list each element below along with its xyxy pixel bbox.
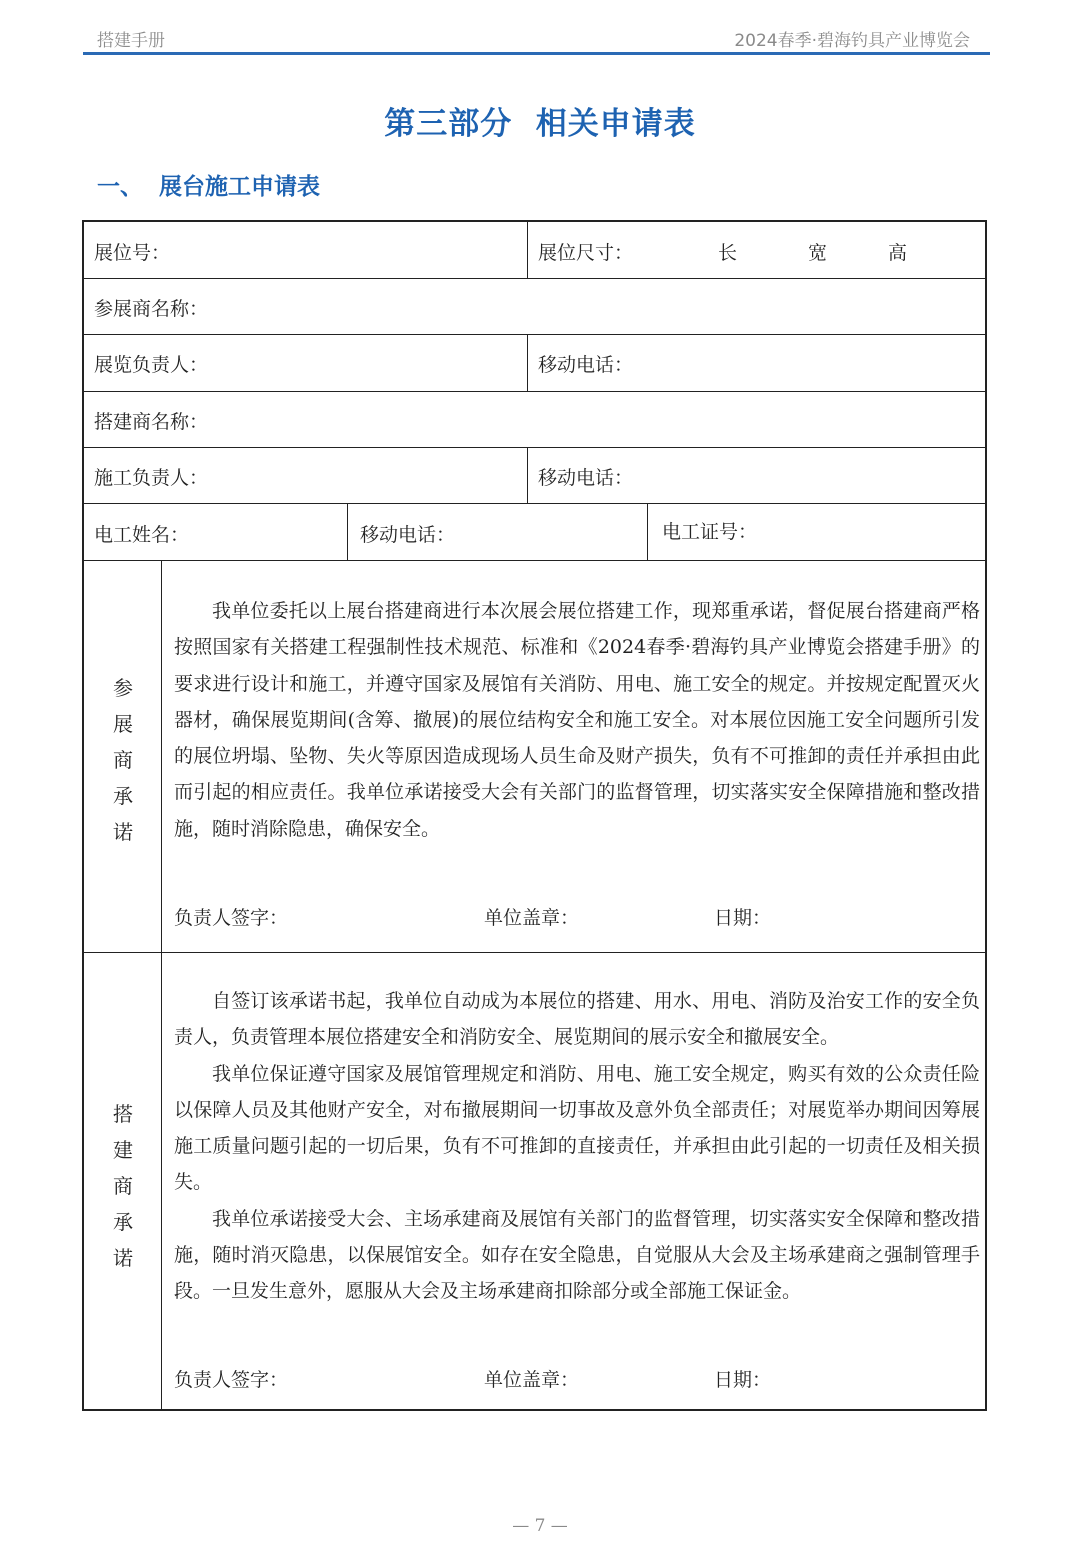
row-divider	[84, 503, 985, 504]
height-label: 高	[888, 242, 908, 264]
exhibitor-pledge-text	[174, 593, 980, 847]
electrician-cert-label: 电工证号：	[662, 521, 758, 543]
header-right-title: 2024春季·碧海钓具产业博览会	[734, 31, 970, 51]
mobile-label: 移动电话：	[360, 524, 456, 546]
side-char: 承	[113, 784, 133, 808]
section-title	[97, 168, 320, 201]
side-char: 参	[113, 676, 133, 700]
row-divider	[84, 952, 985, 953]
col-divider	[527, 222, 528, 278]
mobile-label: 移动电话：	[538, 354, 634, 376]
date-label: 日期：	[714, 907, 772, 929]
page-number: — 7 —	[512, 1516, 568, 1536]
date-label: 日期：	[714, 1369, 772, 1391]
side-char: 诺	[113, 820, 133, 844]
signature-label: 负责人签字：	[174, 1369, 289, 1391]
mobile-label: 移动电话：	[538, 467, 634, 489]
builder-pledge-side-label	[84, 1096, 162, 1276]
pledge-paragraph: 我单位保证遵守国家及展馆管理规定和消防、用电、施工安全规定，购买有效的公众责任险以保障人员及其他财产安全，对布撤展期间一切事故及意外负全部责任；对展览举办期间因筹展施工质量问题引起的一切后果，负有不可推卸的直接责任，并承担由此引起的一切责任及相关损失。	[174, 1062, 980, 1194]
header-rule	[83, 52, 990, 55]
exhibit-manager-label: 展览负责人：	[94, 354, 209, 376]
builder-name-label: 搭建商名称：	[94, 411, 209, 433]
pledge-paragraph: 自签订该承诺书起，我单位自动成为本展位的搭建、用水、用电、消防及治安工作的安全负责人，负责管理本展位搭建安全和消防安全、展览期间的展示安全和撤展安全。	[174, 990, 980, 1049]
exhibitor-pledge-side-label	[84, 670, 162, 850]
pledge-paragraph: 我单位委托以上展台搭建商进行本次展会展位搭建工作，现郑重承诺，督促展台搭建商严格按照国家有关搭建工程强制性技术规范、标准和《2024春季·碧海钓具产业博览会搭建手册》的要求进行设计和施工，并遵守国家及展馆有关消防、用电、施工安全的规定。并按规定配置灭火器材，确保展览期间(含筹、撤展)的展位结构安全和施工安全。对本展位因施工安全问题所引发的展位坍塌、坠物、失火等原因造成现场人员生命及财产损失，负有不可推卸的责任并承担由此而引起的相应责任。我单位承诺接受大会有关部门的监督管理，切实落实安全保障措施和整改措施，随时消除隐患，确保安全。	[174, 600, 980, 840]
col-divider	[347, 503, 348, 560]
booth-size-label: 展位尺寸：	[538, 242, 634, 264]
side-char: 商	[113, 748, 133, 772]
width-label: 宽	[808, 242, 828, 264]
col-divider	[527, 334, 528, 391]
page-title: 第三部分 相关申请表	[384, 106, 696, 142]
booth-number-label: 展位号：	[94, 242, 171, 264]
header-left-title: 搭建手册	[97, 31, 165, 51]
side-char: 展	[113, 712, 133, 736]
length-label: 长	[718, 242, 738, 264]
exhibitor-name-label: 参展商名称：	[94, 298, 209, 320]
row-divider	[84, 334, 985, 335]
col-divider	[647, 503, 648, 560]
row-divider	[84, 560, 985, 561]
signature-label: 负责人签字：	[174, 907, 289, 929]
electrician-name-label: 电工姓名：	[94, 524, 190, 546]
side-char: 建	[113, 1138, 133, 1162]
seal-label: 单位盖章：	[484, 907, 580, 929]
side-char: 诺	[113, 1246, 133, 1270]
seal-label: 单位盖章：	[484, 1369, 580, 1391]
builder-pledge-text	[174, 983, 980, 1310]
side-char: 搭	[113, 1102, 133, 1126]
side-char: 商	[113, 1174, 133, 1198]
section-title-text: 展台施工申请表	[159, 174, 320, 200]
row-divider	[84, 447, 985, 448]
row-divider	[84, 391, 985, 392]
row-divider	[84, 278, 985, 279]
side-char: 承	[113, 1210, 133, 1234]
pledge-paragraph: 我单位承诺接受大会、主场承建商及展馆有关部门的监督管理，切实落实安全保障和整改措施，随时消灭隐患，以保展馆安全。如存在安全隐患，自觉服从大会及主场承建商之强制管理手段。一旦发生意外，愿服从大会及主场承建商扣除部分或全部施工保证金。	[174, 1207, 980, 1303]
col-divider	[527, 447, 528, 503]
construction-application-form	[82, 220, 987, 1411]
construction-manager-label: 施工负责人：	[94, 467, 209, 489]
section-number: 一、	[97, 174, 143, 200]
